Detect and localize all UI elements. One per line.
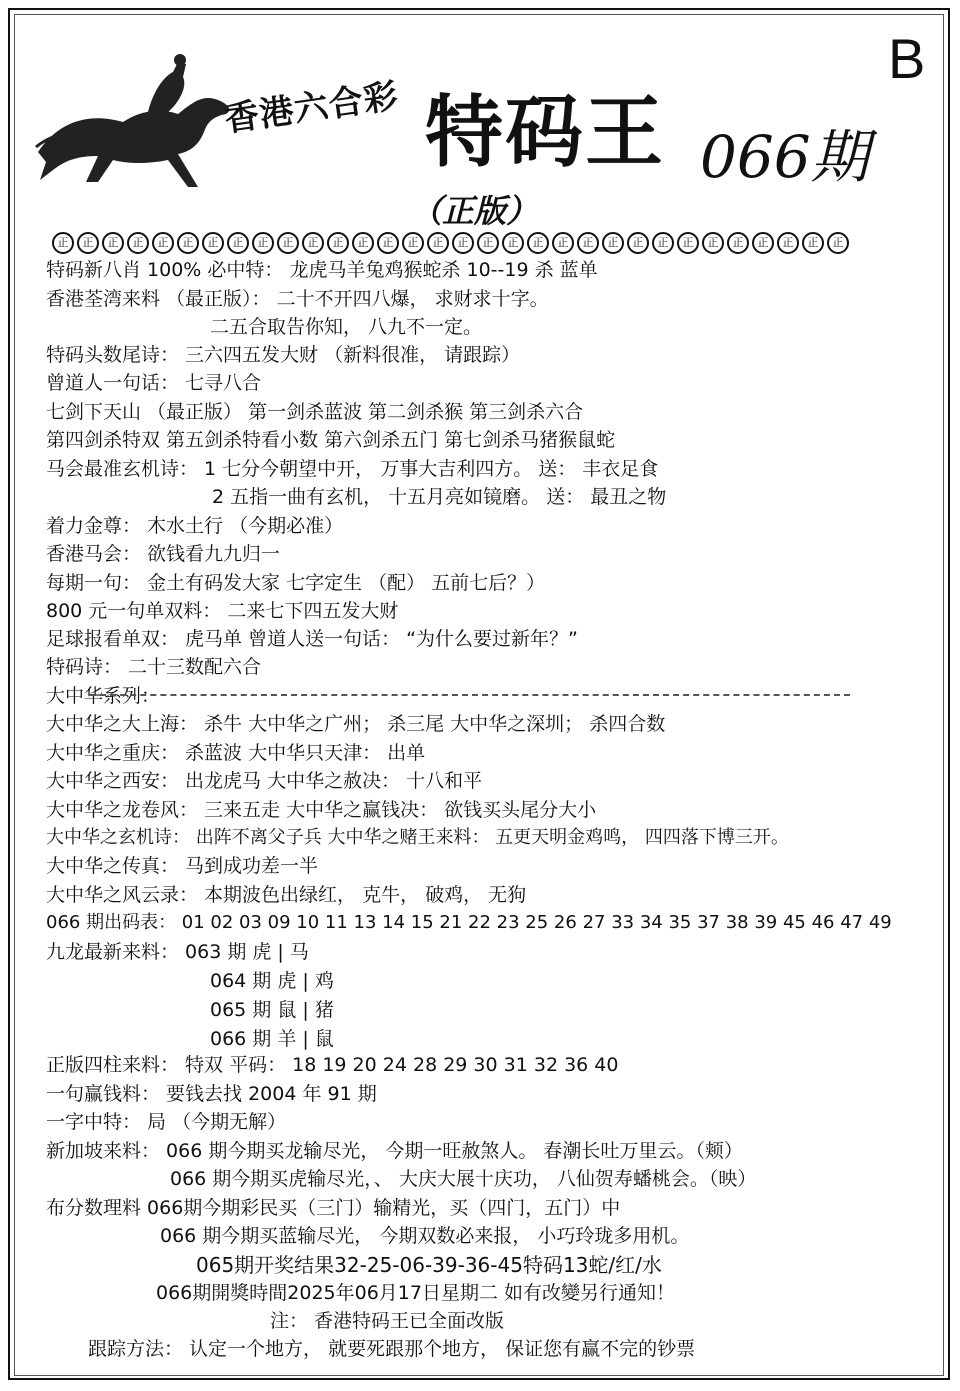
issue-number: 066期 — [700, 123, 869, 191]
text-line: 2 五指一曲有玄机， 十五月亮如镜磨。 送： 最丑之物 — [212, 486, 667, 508]
zheng-stamp-icon: 正 — [252, 232, 274, 254]
zheng-stamp-icon: 正 — [702, 232, 724, 254]
text-line: 香港马会： 欲钱看九九归一 — [46, 543, 281, 565]
zheng-stamp-icon: 正 — [127, 232, 149, 254]
edition-label: （正版） — [410, 192, 539, 230]
zheng-stamp-icon: 正 — [602, 232, 624, 254]
text-line: 足球报看单双： 虎马单 曾道人送一句话： “为什么要过新年？” — [46, 628, 578, 650]
text-line: 一句赢钱料： 要钱去找 2004 年 91 期 — [46, 1083, 377, 1105]
zheng-stamp-icon: 正 — [777, 232, 799, 254]
text-line: 大中华之西安： 出龙虎马 大中华之赦决： 十八和平 — [46, 770, 483, 792]
text-line: 特码头数尾诗： 三六四五发大财 （新料很准， 请跟踪） — [46, 344, 521, 366]
zheng-stamp-icon: 正 — [177, 232, 199, 254]
zheng-stamp-icon: 正 — [727, 232, 749, 254]
title-small: 香港六合彩 — [222, 76, 402, 141]
zheng-stamp-icon: 正 — [402, 232, 424, 254]
zheng-stamp-icon: 正 — [227, 232, 249, 254]
text-line: 着力金尊： 木水土行 （今期必准） — [46, 515, 344, 537]
text-line: 066 期今期买虎输尽光，、 大庆大展十庆功， 八仙贺寿蟠桃会。（映） — [170, 1168, 757, 1190]
draw-time-line: 066期開獎時間2025年06月17日星期二 如有改變另行通知！ — [156, 1282, 676, 1304]
text-line: 香港荃湾来料 （最正版）： 二十不开四八爆， 求财求十字。 — [46, 288, 549, 310]
text-line: 曾道人一句话： 七寻八合 — [46, 372, 262, 394]
text-line: 特码诗： 二十三数配六合 — [46, 656, 262, 678]
stamp-row — [52, 232, 902, 254]
zheng-stamp-icon: 正 — [802, 232, 824, 254]
zheng-stamp-icon: 正 — [352, 232, 374, 254]
text-line: 马会最准玄机诗： 1 七分今朝望中开， 万事大吉利四方。 送： 丰衣足食 — [46, 458, 659, 480]
zheng-stamp-icon: 正 — [827, 232, 849, 254]
zheng-stamp-icon: 正 — [627, 232, 649, 254]
text-line: 特码新八肖 100% 必中特： 龙虎马羊兔鸡猴蛇杀 10--19 杀 蓝单 — [46, 259, 598, 281]
text-line: 布分数理料 066期今期彩民买（三门）输精光，买（四门，五门）中 — [46, 1197, 621, 1219]
title-main: 特码王 — [425, 87, 666, 178]
text-line: 066 期今期买蓝输尽光， 今期双数必来报， 小巧玲珑多用机。 — [160, 1225, 690, 1247]
zheng-stamp-icon: 正 — [277, 232, 299, 254]
horse-rider-image — [28, 52, 238, 192]
zheng-stamp-icon: 正 — [677, 232, 699, 254]
text-line: 大中华之风云录： 本期波色出绿红， 克牛， 破鸡， 无狗 — [46, 884, 527, 906]
text-line: 大中华之重庆： 杀蓝波 大中华只天津： 出单 — [46, 742, 426, 764]
text-line: 066 期 羊 | 鼠 — [210, 1028, 334, 1050]
footer-line: 跟踪方法： 认定一个地方， 就要死跟那个地方， 保证您有赢不完的钞票 — [88, 1338, 696, 1360]
text-line: 大中华之龙卷风： 三来五走 大中华之赢钱决： 欲钱买头尾分大小 — [46, 799, 597, 821]
text-line: 大中华之大上海： 杀牛 大中华之广州； 杀三尾 大中华之深圳； 杀四合数 — [46, 713, 666, 735]
dashed-divider — [90, 694, 850, 696]
zheng-stamp-icon: 正 — [552, 232, 574, 254]
zheng-stamp-icon: 正 — [452, 232, 474, 254]
zheng-stamp-icon: 正 — [752, 232, 774, 254]
text-line: 七剑下天山 （最正版） 第一剑杀蓝波 第二剑杀猴 第三剑杀六合 — [46, 401, 584, 423]
text-line: 新加坡来料： 066 期今期买龙输尽光， 今期一旺赦煞人。 春潮长吐万里云。（颊） — [46, 1140, 743, 1162]
note-line: 注： 香港特码王已全面改版 — [270, 1310, 505, 1332]
zheng-stamp-icon: 正 — [427, 232, 449, 254]
zheng-stamp-icon: 正 — [77, 232, 99, 254]
zheng-stamp-icon: 正 — [477, 232, 499, 254]
text-line: 064 期 虎 | 鸡 — [210, 970, 334, 992]
zheng-stamp-icon: 正 — [102, 232, 124, 254]
zheng-stamp-icon: 正 — [202, 232, 224, 254]
page-badge: B — [888, 27, 926, 90]
text-line: 每期一句： 金土有码发大家 七字定生 （配） 五前七后？） — [46, 572, 546, 594]
zheng-stamp-icon: 正 — [502, 232, 524, 254]
zheng-stamp-icon: 正 — [527, 232, 549, 254]
result-line: 065期开奖结果32-25-06-39-36-45特码13蛇/红/水 — [196, 1253, 662, 1277]
text-line: 大中华之传真： 马到成功差一半 — [46, 855, 319, 877]
text-line: 065 期 鼠 | 猪 — [210, 999, 334, 1021]
text-line: 第四剑杀特双 第五剑杀特看小数 第六剑杀五门 第七剑杀马猪猴鼠蛇 — [46, 429, 616, 451]
text-line: 066 期出码表： 01 02 03 09 10 11 13 14 15 21 22 23 25 26 27 33 34 35 37 38 39 45 46 47 49 — [46, 912, 892, 933]
text-line: 大中华之玄机诗： 出阵不离父子兵 大中华之赌王来料： 五更天明金鸡鸣， 四四落下博三开。 — [46, 827, 789, 848]
text-line: 正版四柱来料： 特双 平码： 18 19 20 24 28 29 30 31 32 36 40 — [46, 1054, 619, 1076]
text-line: 一字中特： 局 （今期无解） — [46, 1111, 287, 1133]
text-line: 九龙最新来料： 063 期 虎 | 马 — [46, 941, 309, 963]
zheng-stamp-icon: 正 — [52, 232, 74, 254]
zheng-stamp-icon: 正 — [577, 232, 599, 254]
zheng-stamp-icon: 正 — [302, 232, 324, 254]
zheng-stamp-icon: 正 — [152, 232, 174, 254]
text-line: 800 元一句单双料： 二来七下四五发大财 — [46, 600, 399, 622]
zheng-stamp-icon: 正 — [377, 232, 399, 254]
text-line: 二五合取告你知， 八九不一定。 — [210, 316, 483, 338]
zheng-stamp-icon: 正 — [652, 232, 674, 254]
zheng-stamp-icon: 正 — [327, 232, 349, 254]
section-heading: 大中华系列： — [46, 685, 161, 707]
